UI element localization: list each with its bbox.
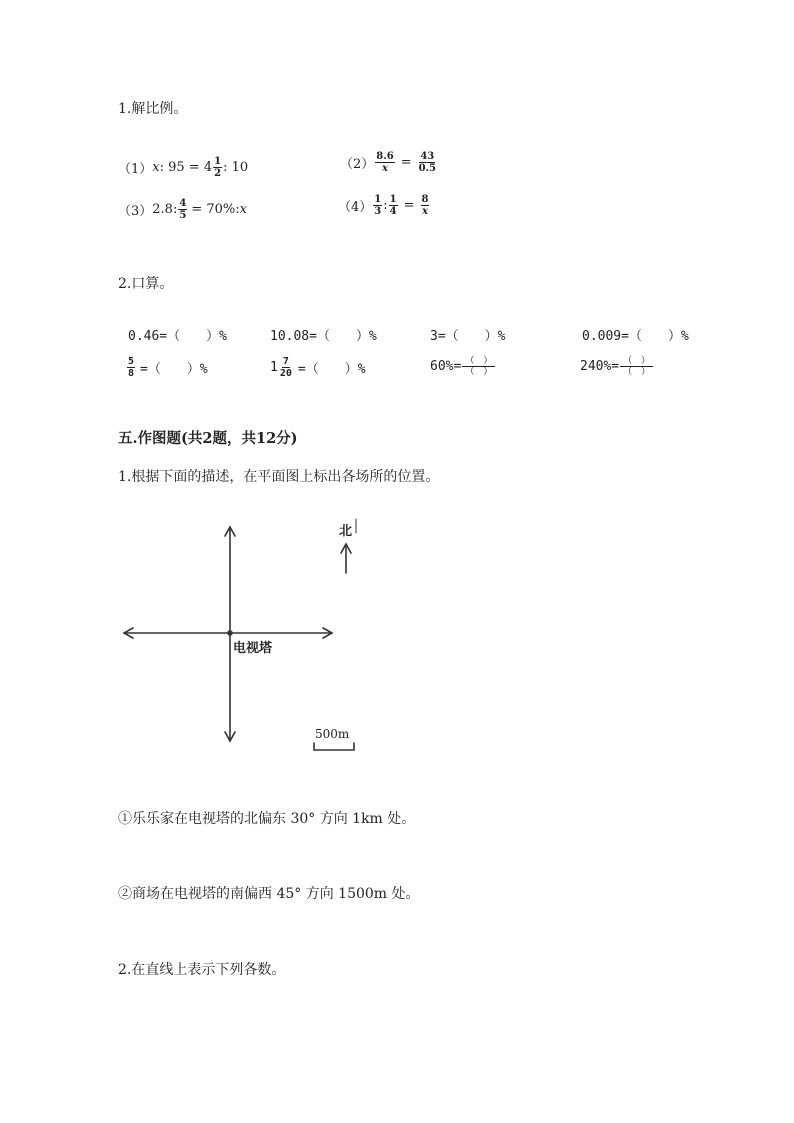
drawing-question-2-title: 2.在直线上表示下列各数。 [118, 962, 286, 978]
calc-text: 60%= [430, 359, 462, 374]
calc-text: 240%= [580, 359, 620, 374]
north-label: 北 [339, 524, 353, 539]
proportion-1 [118, 156, 248, 179]
section-heading: 五.作图题(共2题，共12分) [118, 430, 298, 447]
blank-fraction: $\frac{( )}{( )}$ [462, 356, 495, 377]
calc-item [580, 356, 653, 377]
fraction: $\frac{8}{x}$ [421, 194, 429, 217]
fraction: $\frac{5}{8}$ [128, 356, 135, 379]
expression-text: : 10 [223, 160, 249, 175]
drawing-question-1-title: 1.根据下面的描述，在平面图上标出各场所的位置。 [118, 469, 440, 485]
item-label: （4） [338, 200, 373, 215]
colon: : [383, 198, 388, 213]
equals-sign: = [403, 198, 415, 213]
expression-text: = 70%: [191, 202, 240, 217]
description-2: ②商场在电视塔的南偏西 45° 方向 1500m 处。 [118, 886, 420, 902]
calc-item [270, 356, 366, 379]
variable-x: x [239, 202, 247, 217]
equals-sign: = [400, 155, 412, 170]
fraction: $\frac{43}{0.5}$ [418, 151, 436, 174]
calc-text: =（ ）% [140, 362, 208, 377]
expression-text: 2.8: [152, 202, 178, 217]
map-diagram [118, 515, 368, 760]
question-1-title: 1.解比例。 [118, 101, 188, 117]
item-label: （2） [340, 157, 375, 172]
item-label: （3） [118, 204, 153, 219]
scale-label: 500m [315, 727, 350, 741]
proportion-4 [338, 194, 430, 217]
fraction: $\frac{1}{4}$ [389, 194, 397, 217]
calc-item: 0.009=（ ）% [582, 329, 689, 344]
fraction: $\frac{7}{20}$ [279, 356, 292, 379]
variable-x: x [152, 160, 160, 175]
fraction: $\frac{4}{5}$ [179, 198, 187, 221]
scale-bar [314, 743, 354, 750]
blank-fraction: $\frac{( )}{( )}$ [620, 356, 653, 377]
question-2-title: 2.口算。 [118, 276, 174, 292]
proportion-2 [340, 151, 438, 174]
tv-tower-label: 电视塔 [233, 641, 273, 656]
calc-item: 3=（ ）% [430, 329, 506, 344]
item-label: （1） [118, 162, 153, 177]
calc-item [126, 356, 208, 379]
fraction: $\frac{8.6}{x}$ [376, 151, 394, 174]
calc-item [430, 356, 495, 377]
fraction: $\frac{1}{3}$ [374, 194, 382, 217]
expression-text: : 95 = 4 [159, 160, 213, 175]
calc-item: 0.46=（ ）% [128, 329, 227, 344]
calc-item: 10.08=（ ）% [270, 329, 377, 344]
calc-text: =（ ）% [297, 362, 366, 377]
fraction: $\frac{1}{2}$ [214, 156, 222, 179]
mixed-whole: 1 [270, 360, 278, 375]
description-1: ①乐乐家在电视塔的北偏东 30° 方向 1km 处。 [118, 811, 416, 827]
proportion-3 [118, 198, 247, 221]
tower-point [227, 630, 233, 636]
